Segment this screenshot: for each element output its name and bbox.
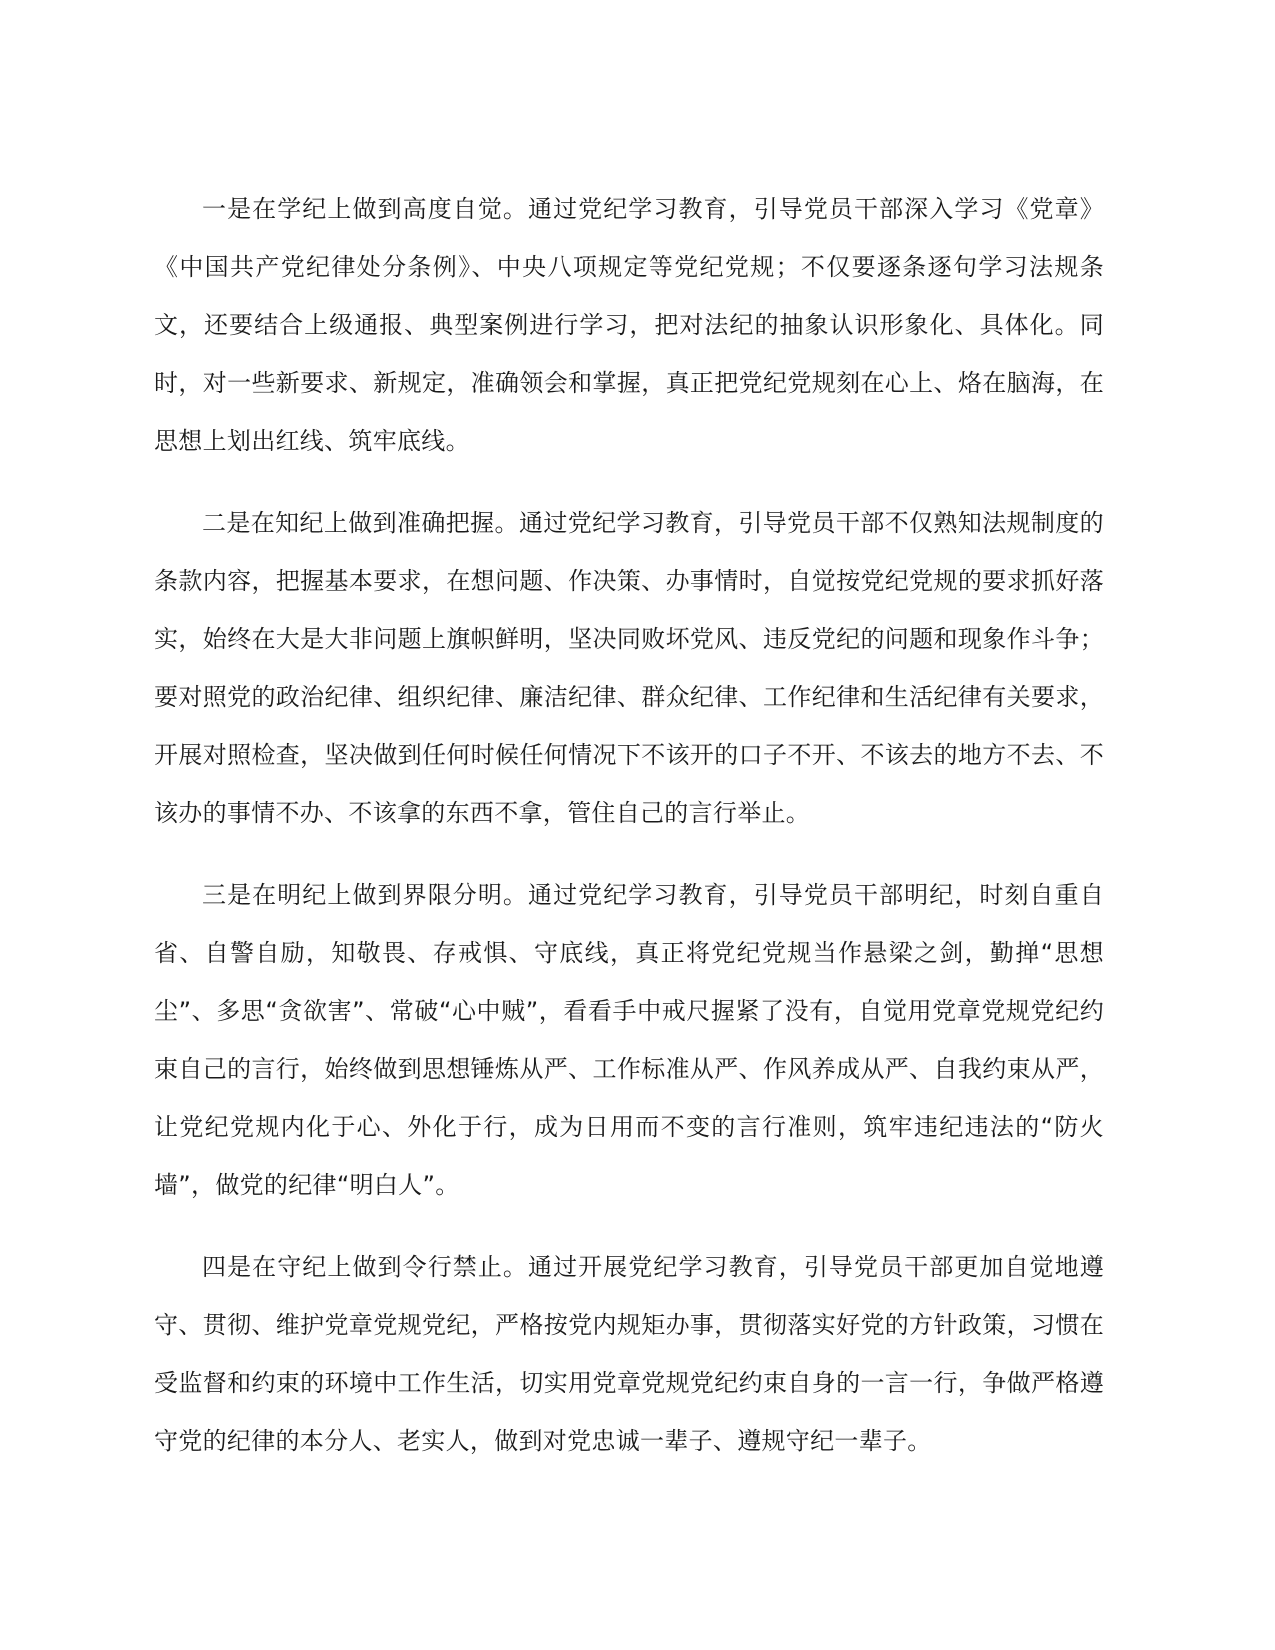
- paragraph-3: 三是在明纪上做到界限分明。通过党纪学习教育，引导党员干部明纪，时刻自重自省、自警自励，知敬畏、存戒惧、守底线，真正将党纪党规当作悬梁之剑，勤掸“思想尘”、多思“贪欲害”、常破“心中贼”，看看手中戒尺握紧了没有，自觉用党章党规党纪约束自己的言行，始终做到思想锤炼从严、工作标准从严、作风养成从严、自我约束从严，让党纪党规内化于心、外化于行，成为日用而不变的言行准则，筑牢违纪违法的“防火墙”，做党的纪律“明白人”。: [154, 881, 1104, 1199]
- paragraph-1: 一是在学纪上做到高度自觉。通过党纪学习教育，引导党员干部深入学习《党章》《中国共产党纪律处分条例》、中央八项规定等党纪党规；不仅要逐条逐句学习法规条文，还要结合上级通报、典型案例进行学习，把对法纪的抽象认识形象化、具体化。同时，对一些新要求、新规定，准确领会和掌握，真正把党纪党规刻在心上、烙在脑海，在思想上划出红线、筑牢底线。: [154, 195, 1104, 455]
- paragraph-2: 二是在知纪上做到准确把握。通过党纪学习教育，引导党员干部不仅熟知法规制度的条款内容，把握基本要求，在想问题、作决策、办事情时，自觉按党纪党规的要求抓好落实，始终在大是大非问题上旗帜鲜明，坚决同败坏党风、违反党纪的问题和现象作斗争；要对照党的政治纪律、组织纪律、廉洁纪律、群众纪律、工作纪律和生活纪律有关要求，开展对照检查，坚决做到任何时候任何情况下不该开的口子不开、不该去的地方不去、不该办的事情不办、不该拿的东西不拿，管住自己的言行举止。: [154, 509, 1104, 827]
- document-body: [154, 180, 1104, 1494]
- paragraph-4: 四是在守纪上做到令行禁止。通过开展党纪学习教育，引导党员干部更加自觉地遵守、贯彻、维护党章党规党纪，严格按党内规矩办事，贯彻落实好党的方针政策，习惯在受监督和约束的环境中工作生活，切实用党章党规党纪约束自身的一言一行，争做严格遵守党的纪律的本分人、老实人，做到对党忠诚一辈子、遵规守纪一辈子。: [154, 1253, 1104, 1455]
